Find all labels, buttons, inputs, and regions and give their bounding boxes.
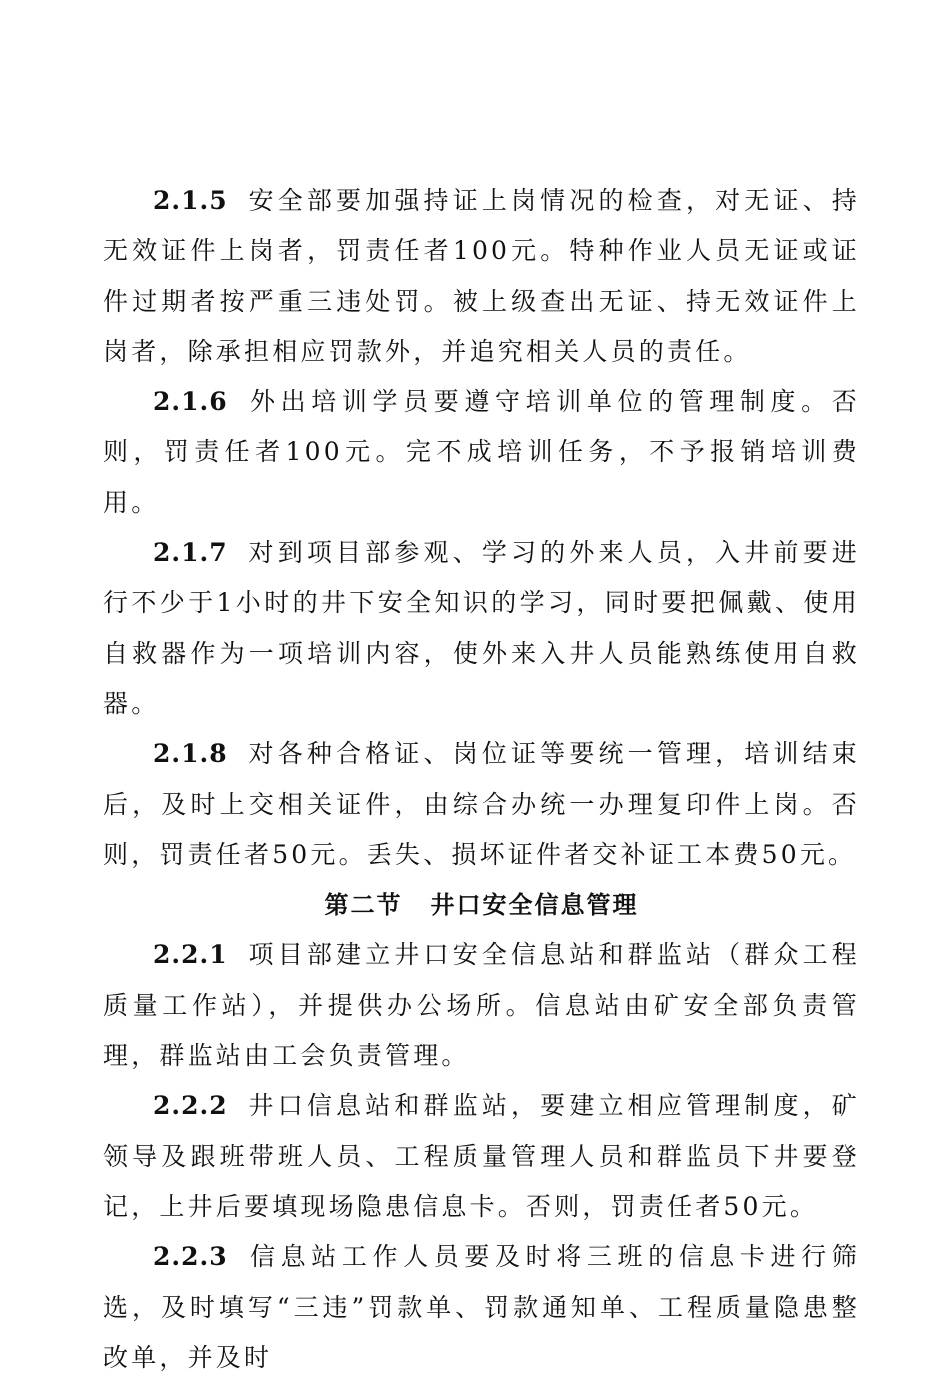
clause-2-1-7 xyxy=(103,528,860,729)
clause-2-1-6 xyxy=(103,377,860,528)
clause-2-2-1 xyxy=(103,930,860,1081)
clause-2-1-5 xyxy=(103,176,860,377)
clause-number: 2.1.5 xyxy=(153,186,228,215)
clause-number: 2.1.8 xyxy=(153,739,228,769)
section-heading xyxy=(103,880,860,930)
clause-number: 2.1.6 xyxy=(153,387,228,417)
clause-text: 信息站工作人员要及时将三班的信息卡进行筛选，及时填写“三违”罚款单、罚款通知单、工程质量隐患整改单，并及时 xyxy=(103,1242,860,1372)
clause-text: 对到项目部参观、学习的外来人员，入井前要进行不少于1小时的井下安全知识的学习，同时要把佩戴、使用自救器作为一项培训内容，使外来入井人员能熟练使用自救器。 xyxy=(103,538,860,718)
clause-2-1-8 xyxy=(103,729,860,880)
section-label: 第二节 xyxy=(324,891,403,920)
section-title-text: 井口安全信息管理 xyxy=(430,891,639,920)
clause-text: 井口信息站和群监站，要建立相应管理制度，矿领导及跟班带班人员、工程质量管理人员和群监员下井要登记，上井后要填现场隐患信息卡。否则，罚责任者50元。 xyxy=(103,1091,860,1221)
clause-number: 2.1.7 xyxy=(153,538,228,568)
document-body xyxy=(103,176,860,1383)
clause-number: 2.2.1 xyxy=(153,940,228,970)
clause-2-2-2 xyxy=(103,1081,860,1232)
clause-text: 安全部要加强持证上岗情况的检查，对无证、持无效证件上岗者，罚责任者100元。特种作业人员无证或证件过期者按严重三违处罚。被上级查出无证、持无效证件上岗者，除承担相应罚款外，并追究相关人员的责任。 xyxy=(103,186,860,366)
clause-text: 外出培训学员要遵守培训单位的管理制度。否则，罚责任者100元。完不成培训任务，不予报销培训费用。 xyxy=(103,387,860,517)
clause-text: 对各种合格证、岗位证等要统一管理，培训结束后，及时上交相关证件，由综合办统一办理复印件上岗。否则，罚责任者50元。丢失、损坏证件者交补证工本费50元。 xyxy=(103,739,860,869)
clause-number: 2.2.2 xyxy=(153,1091,228,1121)
clause-text: 项目部建立井口安全信息站和群监站（群众工程质量工作站），并提供办公场所。信息站由矿安全部负责管理，群监站由工会负责管理。 xyxy=(103,940,860,1071)
clause-number: 2.2.3 xyxy=(153,1242,228,1272)
clause-2-2-3 xyxy=(103,1232,860,1383)
